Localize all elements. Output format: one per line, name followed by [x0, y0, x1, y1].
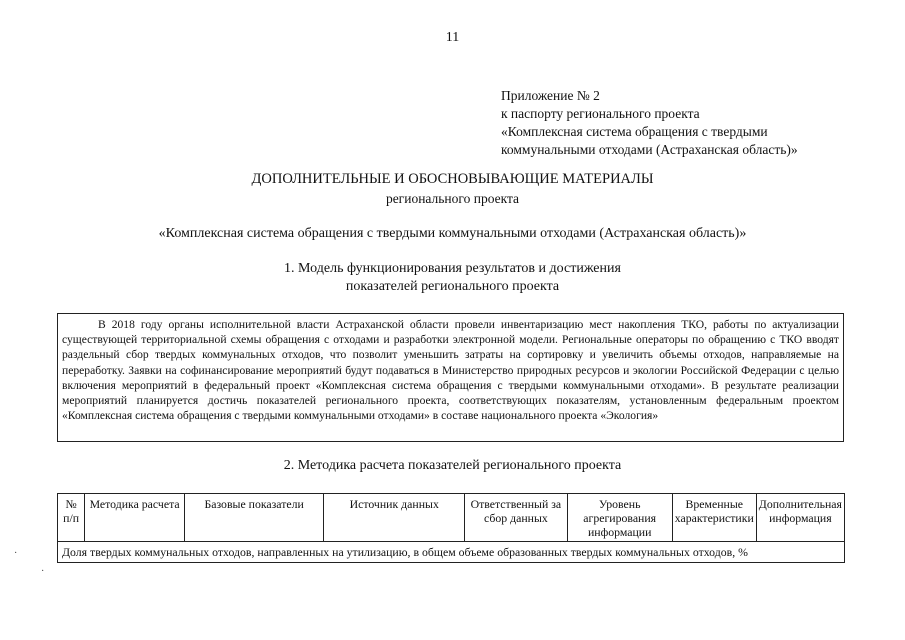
section-1-heading-line: показателей регионального проекта — [345, 279, 560, 294]
document-title-main: ДОПОЛНИТЕЛЬНЫЕ И ОБОСНОВЫВАЮЩИЕ МАТЕРИАЛЫ — [251, 171, 654, 187]
appendix-block — [501, 87, 798, 159]
table-header-cell: № п/п — [58, 494, 85, 542]
section-1-heading — [0, 260, 905, 296]
section-1-textbox — [57, 313, 844, 442]
section-2-heading: 2. Методика расчета показателей регионального проекта — [283, 458, 622, 473]
scan-speck: · — [41, 566, 45, 577]
scan-speck: · — [14, 548, 18, 559]
appendix-line: «Комплексная система обращения с твердыми — [501, 124, 768, 139]
appendix-line: к паспорту регионального проекта — [501, 106, 700, 121]
document-title-sub: регионального проекта — [385, 191, 520, 206]
table-header-cell: Источник данных — [324, 494, 465, 542]
appendix-line: коммунальными отходами (Астраханская область)» — [501, 142, 798, 157]
table-header-cell: Уровень агрегирования информации — [567, 494, 672, 542]
project-name: «Комплексная система обращения с твердыми коммунальными отходами (Астраханская область)» — [158, 226, 747, 241]
table-row — [58, 542, 845, 563]
section-1-heading-line: 1. Модель функционирования результатов и достижения — [284, 261, 621, 276]
table-header-cell: Ответственный за сбор данных — [465, 494, 568, 542]
table-header-row — [58, 494, 845, 542]
table-header-cell: Временные характеристики — [672, 494, 756, 542]
table-header-cell: Методика расчета — [85, 494, 185, 542]
table-header-cell: Базовые показатели — [184, 494, 323, 542]
document-title — [0, 170, 905, 208]
methodology-table — [57, 493, 845, 563]
section-1-paragraph: В 2018 году органы исполнительной власти Астраханской области провели инвентаризацию мест накопления ТКО, работы по актуализации существующей территориальной схемы обращения с отходами и разработки электронной модели. Региональные операторы по обращению с ТКО вводят раздельный сбор твердых коммунальных отходов, что позволит уменьшить затраты на сортировку и увеличить объемы отходов, направляемые на переработку. Заявки на софинансирование мероприятий будут подаваться в Министерство природных ресурсов и экологии Российской Федерации с целью включения мероприятий в федеральный проект «Комплексная система обращения с твердыми коммунальными отходами». В результате реализации мероприятий планируется достичь показателей регионального проекта, соответствующих показателям, установленным федеральным проектом «Комплексная система обращения с твердыми коммунальными отходами» в составе национального проекта «Экология» — [62, 318, 839, 423]
appendix-line: Приложение № 2 — [501, 88, 600, 103]
page-number: 11 — [445, 30, 460, 45]
table-cell-indicator: Доля твердых коммунальных отходов, направленных на утилизацию, в общем объеме образованных твердых коммунальных отходов, % — [58, 542, 845, 563]
table-header-cell: Дополнительная информация — [756, 494, 844, 542]
